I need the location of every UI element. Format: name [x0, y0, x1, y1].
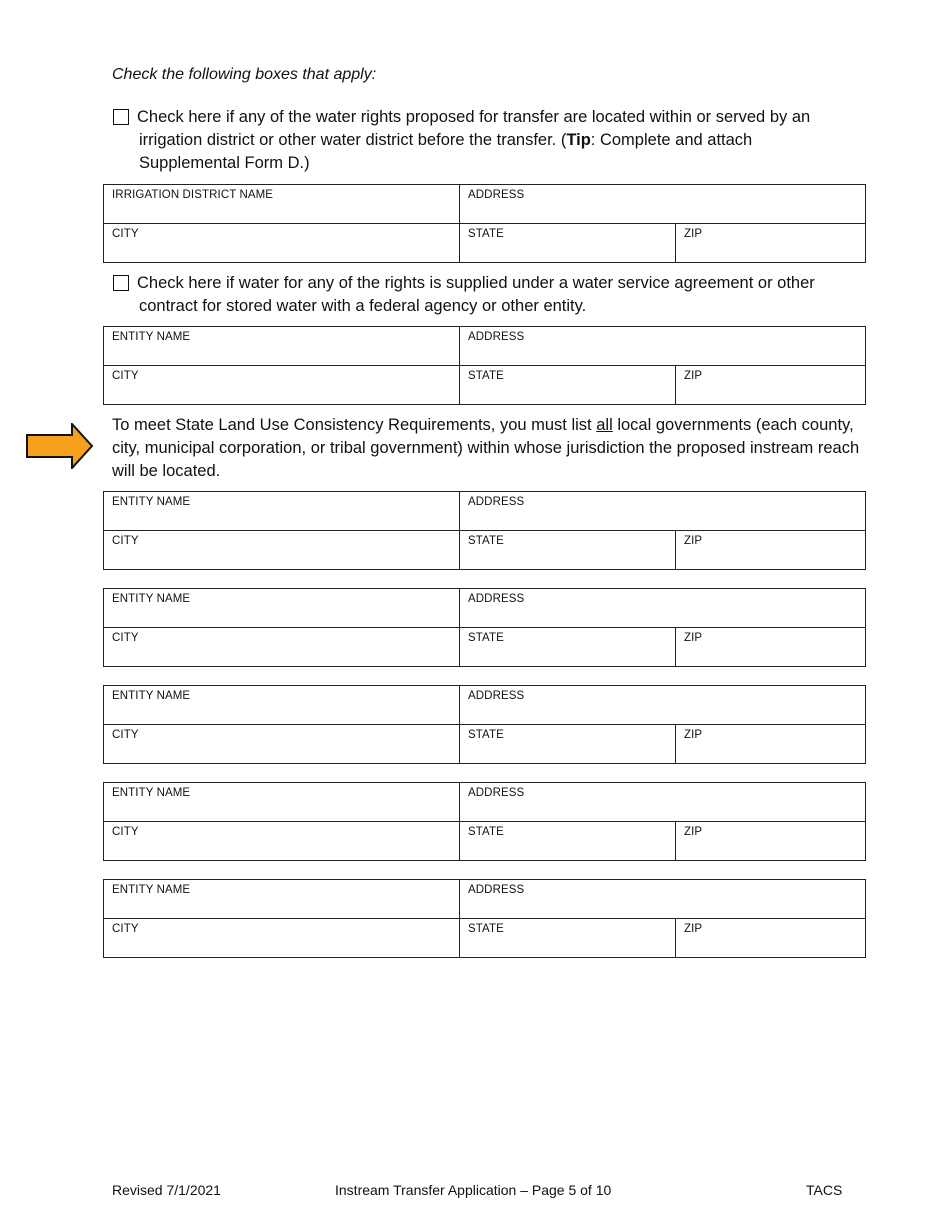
irrigation-district-checkbox[interactable] [113, 109, 129, 125]
note-text-before: To meet State Land Use Consistency Requirements, you must list [112, 416, 597, 434]
entity-address-field[interactable]: ADDRESS [468, 496, 525, 508]
local-government-table [103, 491, 866, 570]
irrigation-district-address-field[interactable]: ADDRESS [468, 189, 525, 201]
footer-revised-date: Revised 7/1/2021 [112, 1182, 221, 1198]
land-use-requirement-note [112, 414, 882, 483]
entity-state-field[interactable]: STATE [460, 822, 676, 860]
note-text-after: local governments (each county, city, municipal corporation, or tribal government) within whose jurisdiction the proposed instream reach will be located. [112, 416, 860, 480]
entity-name-field[interactable]: ENTITY NAME [104, 880, 460, 918]
entity-name-field[interactable]: ENTITY NAME [104, 327, 460, 365]
entity-address-field[interactable]: ADDRESS [468, 331, 525, 343]
entity-city-field[interactable]: CITY [104, 628, 460, 666]
entity-city-field[interactable]: CITY [104, 366, 460, 404]
entity-state-field[interactable]: STATE [460, 725, 676, 763]
footer-tacs-code: TACS [806, 1182, 843, 1198]
entity-name-field[interactable]: ENTITY NAME [104, 492, 460, 530]
entity-zip-field[interactable]: ZIP [684, 729, 703, 741]
entity-state-field[interactable]: STATE [460, 628, 676, 666]
entity-address-field[interactable]: ADDRESS [468, 884, 525, 896]
check1-text-after: : Complete and attach Supplemental Form D.) [139, 131, 753, 172]
check1-text-before: Check here if any of the water rights proposed for transfer are located within or served by an irrigation district or other water district before the transfer. ( [137, 108, 811, 149]
entity-address-field[interactable]: ADDRESS [468, 593, 525, 605]
entity-state-field[interactable]: STATE [460, 919, 676, 957]
entity-zip-field[interactable]: ZIP [684, 826, 703, 838]
entity-zip-field[interactable]: ZIP [684, 632, 703, 644]
irrigation-district-zip-field[interactable]: ZIP [684, 228, 703, 240]
entity-table [103, 326, 866, 405]
entity-address-field[interactable]: ADDRESS [468, 690, 525, 702]
entity-name-field[interactable]: ENTITY NAME [104, 783, 460, 821]
entity-state-field[interactable]: STATE [460, 531, 676, 569]
entity-city-field[interactable]: CITY [104, 919, 460, 957]
irrigation-district-city-field[interactable]: CITY [104, 224, 460, 262]
instructions-heading: Check the following boxes that apply: [112, 66, 377, 83]
entity-state-field[interactable]: STATE [460, 366, 676, 404]
entity-city-field[interactable]: CITY [104, 725, 460, 763]
note-underlined-all: all [596, 416, 613, 434]
entity-address-field[interactable]: ADDRESS [468, 787, 525, 799]
right-arrow-icon [26, 423, 94, 469]
local-government-table [103, 588, 866, 667]
entity-city-field[interactable]: CITY [104, 531, 460, 569]
irrigation-district-check-row [112, 106, 852, 175]
local-government-table [103, 879, 866, 958]
entity-city-field[interactable]: CITY [104, 822, 460, 860]
local-government-table [103, 685, 866, 764]
irrigation-district-check-label [112, 106, 852, 175]
water-service-check-row [112, 272, 852, 318]
irrigation-district-table [103, 184, 866, 263]
water-service-checkbox[interactable] [113, 275, 129, 291]
tip-label: Tip [566, 131, 591, 149]
entity-name-field[interactable]: ENTITY NAME [104, 686, 460, 724]
entity-zip-field[interactable]: ZIP [684, 370, 703, 382]
entity-name-field[interactable]: ENTITY NAME [104, 589, 460, 627]
local-government-table [103, 782, 866, 861]
footer-page-info: Instream Transfer Application – Page 5 of 10 [335, 1182, 612, 1198]
irrigation-district-name-field[interactable]: IRRIGATION DISTRICT NAME [104, 185, 460, 223]
water-service-check-label: Check here if water for any of the rights is supplied under a water service agreement or other contract for stored water with a federal agency or other entity. [137, 274, 815, 315]
irrigation-district-state-field[interactable]: STATE [460, 224, 676, 262]
entity-zip-field[interactable]: ZIP [684, 535, 703, 547]
entity-zip-field[interactable]: ZIP [684, 923, 703, 935]
